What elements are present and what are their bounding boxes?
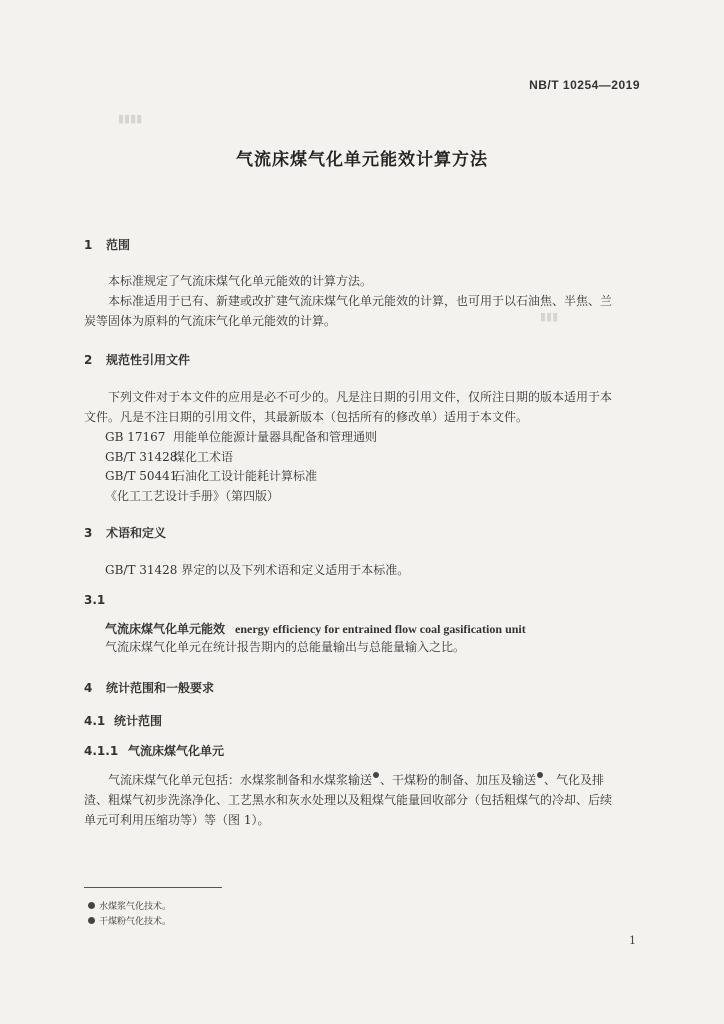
section-title: 统计范围和一般要求 — [106, 681, 215, 695]
paragraph-part: 气流床煤气化单元包括：水煤浆制备和水煤浆输送 — [108, 773, 373, 787]
bleed-through-mark: ▮▮▮▮ — [118, 112, 143, 125]
section-3-intro: GB/T 31428 界定的以及下列术语和定义适用于本标准。 — [105, 563, 410, 577]
standard-number: NB/T 10254—2019 — [529, 78, 640, 92]
section-number: 3 — [84, 526, 93, 540]
term-definition: 气流床煤气化单元在统计报告期内的总能量输出与总能量输入之比。 — [105, 640, 466, 654]
section-title: 规范性引用文件 — [106, 353, 191, 367]
subsection-title: 气流床煤气化单元 — [128, 744, 225, 758]
footnote-1 — [88, 899, 171, 912]
subsection-number: 4.1.1 — [84, 744, 119, 758]
subsection-number: 4.1 — [84, 714, 106, 728]
section-title: 范围 — [106, 238, 131, 252]
paragraph: 本标准适用于已有、新建或改扩建气流床煤气化单元能效的计算，也可用于以石油焦、半焦、兰 — [108, 294, 613, 308]
document-title: 气流床煤气化单元能效计算方法 — [236, 150, 488, 170]
section-4-body — [84, 770, 644, 830]
section-heading-2 — [84, 351, 190, 368]
footnote-marker — [88, 917, 95, 924]
paragraph-continuation: 单元可利用压缩功等）等（图 1）。 — [84, 813, 270, 827]
clause-number: 3.1 — [84, 593, 106, 607]
footnote-marker-1 — [373, 772, 379, 778]
reference-title: 用能单位能源计量器具配备和管理通则 — [173, 430, 378, 444]
section-number: 1 — [84, 238, 93, 252]
normative-reference — [105, 427, 377, 447]
page-number: 1 — [629, 934, 636, 947]
paragraph: 下列文件对于本文件的应用是必不可少的。凡是注日期的引用文件，仅所注日期的版本适用于本 — [108, 390, 613, 404]
section-2-body — [84, 387, 644, 427]
normative-reference — [105, 447, 233, 467]
subsection-heading-4-1-1 — [84, 742, 224, 759]
reference-code: GB 17167 — [105, 430, 166, 444]
term-chinese: 气流床煤气化单元能效 — [105, 622, 226, 636]
footnote-2 — [88, 914, 171, 927]
section-1-body — [84, 271, 644, 331]
paragraph-continuation: 渣、粗煤气初步洗涤净化、工艺黑水和灰水处理以及粗煤气能量回收部分（包括粗煤气的冷却、后续 — [84, 793, 613, 807]
section-number: 2 — [84, 353, 93, 367]
section-number: 4 — [84, 681, 93, 695]
paragraph-part: 、气化及排 — [544, 773, 605, 787]
normative-reference — [105, 466, 317, 486]
section-heading-1 — [84, 236, 130, 253]
footnote-text: 水煤浆气化技术。 — [99, 902, 172, 912]
paragraph-continuation: 文件。凡是不注日期的引用文件，其最新版本（包括所有的修改单）适用于本文件。 — [84, 410, 529, 424]
reference-code: GB/T 50441 — [105, 469, 178, 483]
reference-title: 石油化工设计能耗计算标准 — [173, 469, 318, 483]
footnote-marker-2 — [537, 772, 543, 778]
footnote-divider — [84, 887, 222, 888]
paragraph — [84, 770, 644, 790]
paragraph-continuation: 炭等固体为原料的气流床气化单元能效的计算。 — [84, 314, 337, 328]
bleed-through-mark: ▮▮▮ — [540, 310, 559, 323]
section-heading-4 — [84, 679, 214, 696]
section-title: 术语和定义 — [106, 526, 167, 540]
reference-title: 煤化工术语 — [173, 450, 234, 464]
normative-reference-handbook: 《化工工艺设计手册》（第四版） — [105, 489, 280, 503]
term-entry — [105, 620, 526, 637]
section-heading-3 — [84, 524, 166, 541]
subsection-title: 统计范围 — [114, 714, 163, 728]
paragraph-part: 、干煤粉的制备、加压及输送 — [380, 773, 537, 787]
reference-code: GB/T 31428 — [105, 450, 178, 464]
subsection-heading-4-1 — [84, 712, 162, 729]
paragraph: 本标准规定了气流床煤气化单元能效的计算方法。 — [108, 274, 373, 288]
footnote-marker — [88, 902, 95, 909]
term-english: energy efficiency for entrained flow coal gasification unit — [235, 622, 526, 636]
footnote-text: 干煤粉气化技术。 — [99, 917, 172, 927]
